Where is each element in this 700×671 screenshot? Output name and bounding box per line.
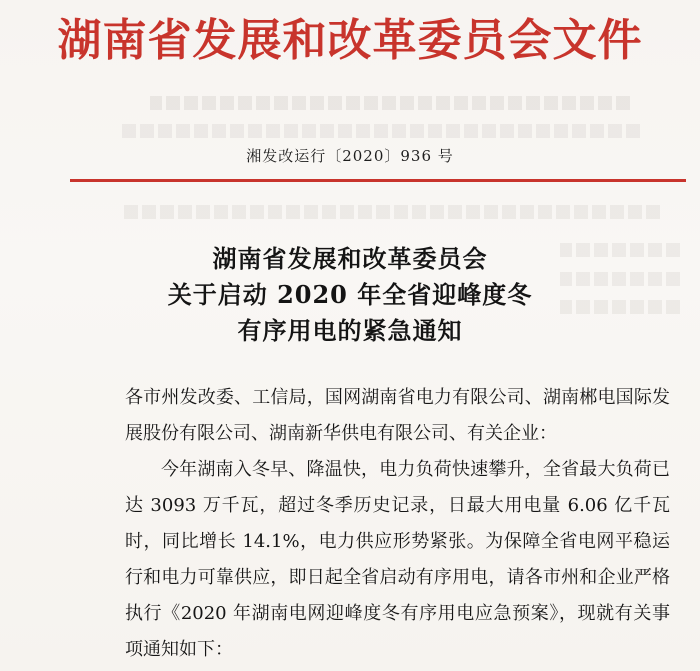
notice-body <box>125 380 670 668</box>
document-header-title: 湖南省发展和改革委员会文件 <box>57 15 643 66</box>
addressee-paragraph: 各市州发改委、工信局，国网湖南省电力有限公司、湖南郴电国际发展股份有限公司、湖南新华供电有限公司、有关企业： <box>125 387 670 444</box>
notice-title-line: 湖南省发展和改革委员会 <box>212 244 488 273</box>
notice-title <box>0 241 700 349</box>
body-paragraph: 今年湖南入冬早、降温快，电力负荷快速攀升，全省最大负荷已达 3093 万千瓦，超过冬季历史记录，日最大用电量 6.06 亿千瓦时，同比增长 14.1%，电力供应形势紧张。为保障全省电网平稳运行和电力可靠供应，即日起全省启动有序用电，请各市州和企业严格执行《2020 年湖南电网迎峰度冬有序用电应急预案》，现就有关事项通知如下： <box>125 459 670 660</box>
notice-title-line: 有序用电的紧急通知 <box>237 316 463 345</box>
notice-title-line: 关于启动 2020 年全省迎峰度冬 <box>167 280 533 309</box>
bleed-through-decoration <box>120 205 660 219</box>
bleed-through-decoration <box>150 96 630 110</box>
bleed-through-decoration <box>120 124 640 138</box>
document-number: 湘发改运行〔2020〕936 号 <box>246 147 454 165</box>
red-divider-rule <box>70 179 686 182</box>
